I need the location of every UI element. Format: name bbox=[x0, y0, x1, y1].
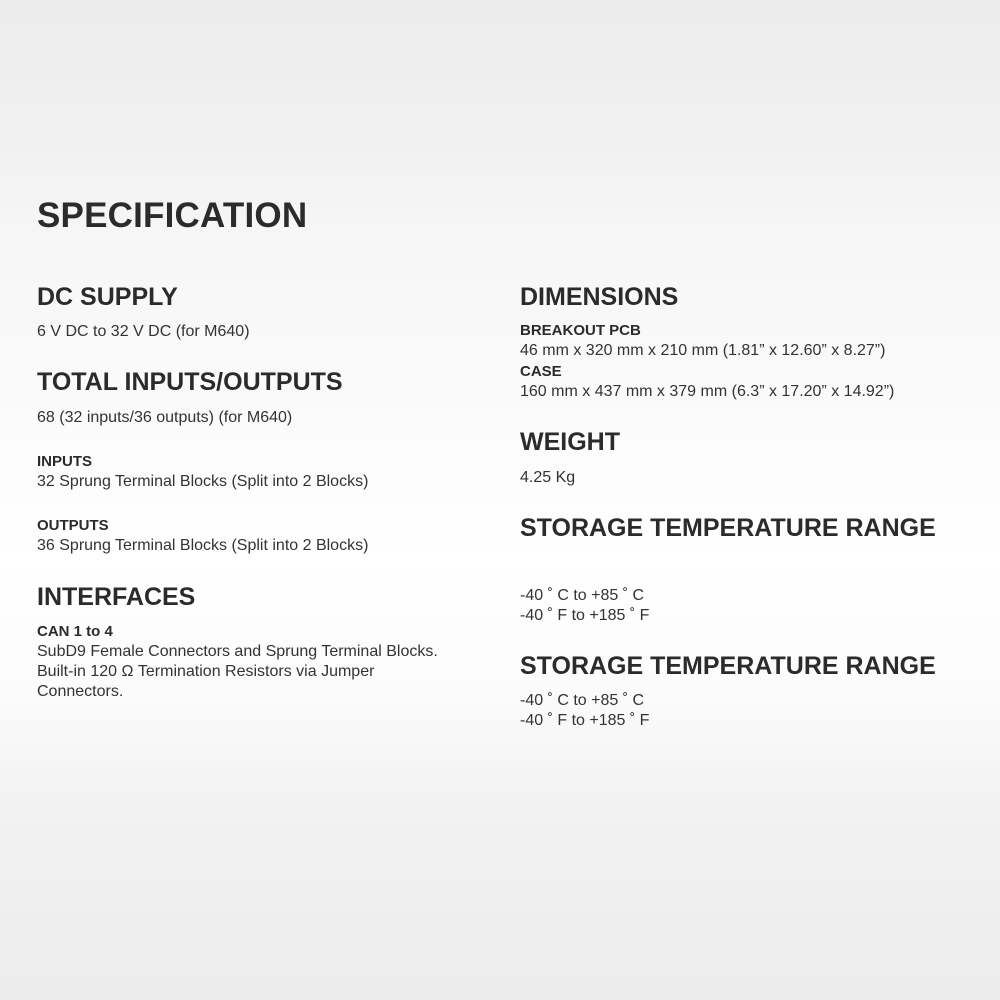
breakout-pcb-label: BREAKOUT PCB bbox=[520, 322, 641, 339]
interfaces-heading: INTERFACES bbox=[37, 583, 196, 611]
dc-supply-text: 6 V DC to 32 V DC (for M640) bbox=[37, 323, 250, 340]
storage-temperature-text-1: -40 ˚ C to +85 ˚ C -40 ˚ F to +185 ˚ F bbox=[520, 587, 650, 624]
inputs-label: INPUTS bbox=[37, 453, 93, 470]
case-label: CASE bbox=[520, 363, 562, 380]
weight-heading: WEIGHT bbox=[520, 428, 620, 456]
page-title: SPECIFICATION bbox=[37, 196, 308, 235]
outputs-text: 36 Sprung Terminal Blocks (Split into 2 Blocks) bbox=[37, 537, 369, 554]
storage-temperature-heading-2: STORAGE TEMPERATURE RANGE bbox=[520, 652, 936, 680]
inputs-text: 32 Sprung Terminal Blocks (Split into 2 Blocks) bbox=[37, 473, 369, 490]
total-io-text: 68 (32 inputs/36 outputs) (for M640) bbox=[37, 409, 293, 426]
breakout-pcb-text: 46 mm x 320 mm x 210 mm (1.81” x 12.60” x 8.27”) bbox=[520, 342, 886, 359]
weight-text: 4.25 Kg bbox=[520, 469, 576, 486]
storage-temperature-text-2: -40 ˚ C to +85 ˚ C -40 ˚ F to +185 ˚ F bbox=[520, 692, 650, 729]
total-io-heading: TOTAL INPUTS/OUTPUTS bbox=[37, 368, 343, 396]
dc-supply-heading: DC SUPPLY bbox=[37, 283, 178, 311]
case-text: 160 mm x 437 mm x 379 mm (6.3” x 17.20” x 14.92”) bbox=[520, 383, 895, 400]
outputs-label: OUTPUTS bbox=[37, 517, 109, 534]
dimensions-heading: DIMENSIONS bbox=[520, 283, 679, 311]
can-text: SubD9 Female Connectors and Sprung Terminal Blocks. Built-in 120 Ω Termination Resistors via Jumper Connectors. bbox=[37, 643, 438, 700]
storage-temperature-heading-1: STORAGE TEMPERATURE RANGE bbox=[520, 514, 936, 542]
can-label: CAN 1 to 4 bbox=[37, 623, 113, 640]
